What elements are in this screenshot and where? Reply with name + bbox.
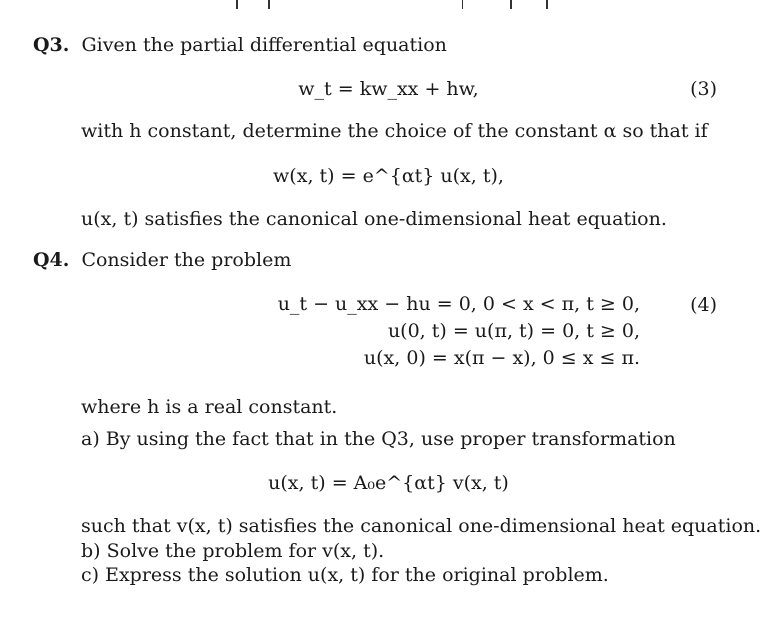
crop-artifact	[236, 0, 238, 9]
q4-system-line: u_t − u_xx − hu = 0, 0 < x < π, t ≥ 0,	[277, 292, 640, 315]
q3-label: Q3.	[33, 34, 70, 56]
q3-text-1: with h constant, determine the choice of the constant α so that if	[81, 120, 708, 142]
q4-system	[220, 290, 640, 371]
q4-such-that: such that v(x, t) satisfies the canonical one-dimensional heat equation.	[81, 515, 762, 537]
crop-artifact	[268, 0, 270, 9]
q3-text-2: u(x, t) satisfies the canonical one-dimensional heat equation.	[81, 208, 667, 230]
q4-part-b: b) Solve the problem for v(x, t).	[81, 540, 385, 562]
q4-part-c: c) Express the solution u(x, t) for the original problem.	[81, 564, 609, 586]
crop-artifact	[462, 0, 463, 9]
q3-equation-text: w_t = kw_xx + hw,	[298, 78, 479, 100]
q4-transform	[0, 472, 777, 494]
q3-transform	[0, 165, 777, 187]
q3-heading	[33, 34, 447, 56]
q3-transform-text: w(x, t) = e^{αt} u(x, t),	[273, 165, 504, 187]
q4-where: where h is a real constant.	[81, 396, 338, 418]
crop-artifact	[546, 0, 548, 9]
q3-equation-number: (3)	[690, 78, 717, 100]
q4-system-line: u(0, t) = u(π, t) = 0, t ≥ 0,	[387, 319, 640, 342]
q4-equation-number: (4)	[690, 294, 717, 316]
q3-equation	[0, 78, 777, 100]
q3-intro: Given the partial differential equation	[81, 34, 447, 56]
q4-part-a: a) By using the fact that in the Q3, use proper transformation	[81, 428, 676, 450]
q4-transform-text: u(x, t) = A₀e^{αt} v(x, t)	[268, 472, 509, 494]
q4-intro: Consider the problem	[81, 249, 292, 271]
q4-heading	[33, 249, 291, 271]
q4-label: Q4.	[33, 249, 70, 271]
crop-artifact	[510, 0, 512, 9]
q4-system-line: u(x, 0) = x(π − x), 0 ≤ x ≤ π.	[363, 346, 640, 369]
